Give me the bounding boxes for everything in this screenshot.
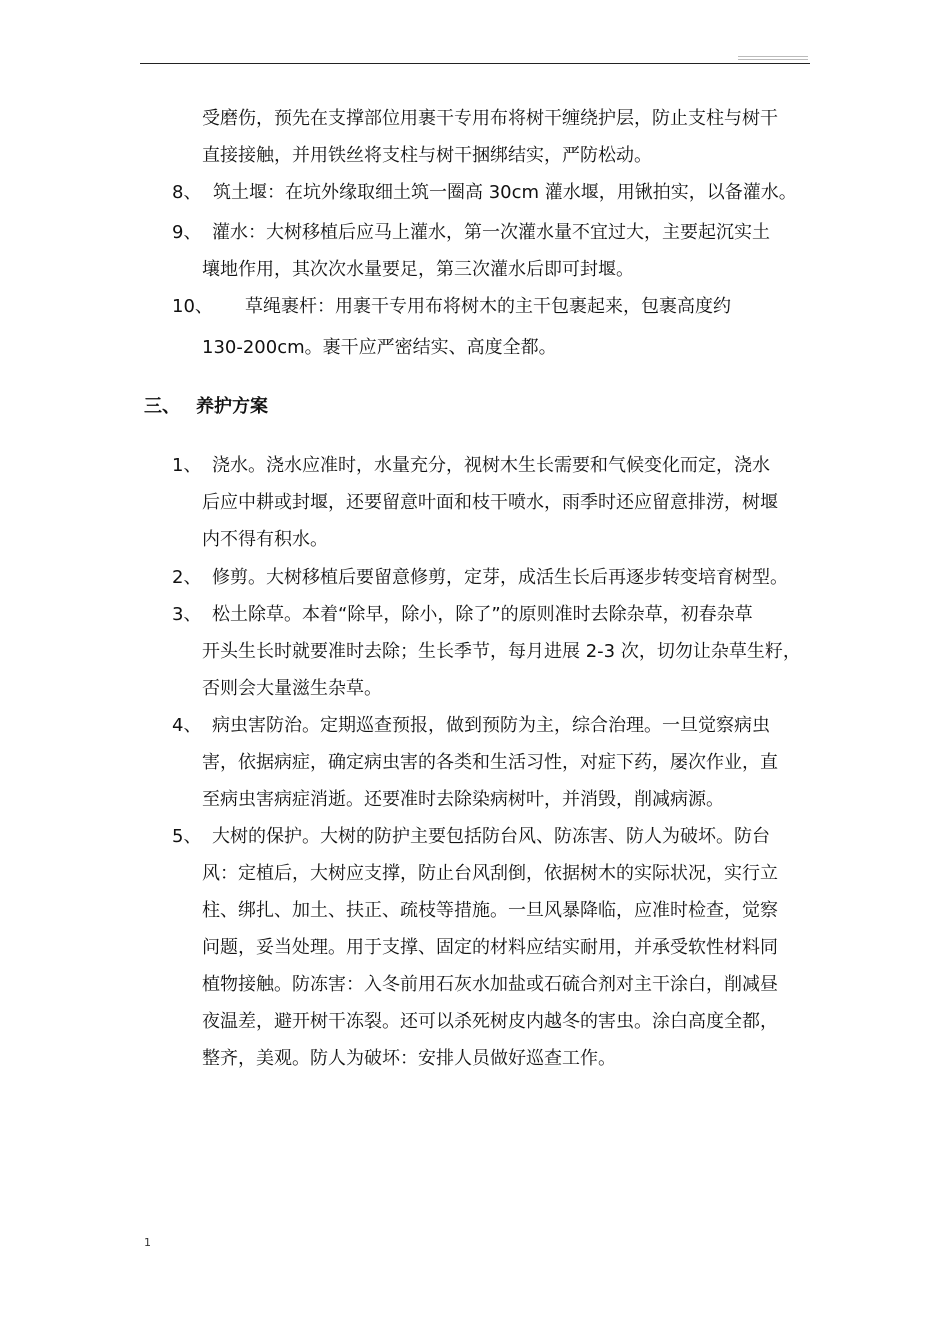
list-number: 3、 <box>172 604 202 625</box>
list-item-text: 植物接触。防冻害：入冬前用石灰水加盐或石硫合剂对主干涂白，削减昼 <box>202 974 778 995</box>
list-item-text: 130-200cm。裹干应严密结实、高度全都。 <box>202 337 557 358</box>
list-number: 2、 <box>172 567 202 588</box>
header-rule <box>140 63 810 64</box>
list-item-text: 后应中耕或封堰，还要留意叶面和枝干喷水，雨季时还应留意排涝，树堰 <box>202 492 778 513</box>
list-item-text: 壤地作用，其次次水量要足，第三次灌水后即可封堰。 <box>202 259 634 280</box>
list-item-text: 整齐，美观。防人为破坏：安排人员做好巡查工作。 <box>202 1048 616 1069</box>
list-item-text: 修剪。大树移植后要留意修剪，定芽，成活生长后再逐步转变培育树型。 <box>212 567 788 588</box>
list-item-text: 否则会大量滋生杂草。 <box>202 678 382 699</box>
list-item-text: 柱、绑扎、加土、扶正、疏枝等措施。一旦风暴降临，应准时检查，觉察 <box>202 900 778 921</box>
list-number: 10、 <box>172 296 213 317</box>
list-number: 5、 <box>172 826 202 847</box>
list-number: 8、 <box>172 182 202 203</box>
list-item-text: 内不得有积水。 <box>202 529 328 550</box>
list-item-text: 筑土堰：在坑外缘取细土筑一圈高 30cm 灌水堰，用锹拍实，以备灌水。 <box>213 182 797 203</box>
list-item-text: 浇水。浇水应准时，水量充分，视树木生长需要和气候变化而定，浇水 <box>212 455 770 476</box>
paragraph-line: 受磨伤，预先在支撑部位用裹干专用布将树干缠绕护层，防止支柱与树干 <box>202 108 778 129</box>
list-number: 1、 <box>172 455 202 476</box>
list-item-text: 风：定植后，大树应支撑，防止台风刮倒，依据树木的实际状况，实行立 <box>202 863 778 884</box>
list-number: 4、 <box>172 715 202 736</box>
list-item-text: 害，依据病症，确定病虫害的各类和生活习性，对症下药，屡次作业，直 <box>202 752 778 773</box>
list-item-text: 问题，妥当处理。用于支撑、固定的材料应结实耐用，并承受软性材料同 <box>202 937 778 958</box>
list-item-text: 灌水：大树移植后应马上灌水，第一次灌水量不宜过大，主要起沉实土 <box>212 222 770 243</box>
page-number: 1 <box>144 1236 151 1249</box>
paragraph-line: 直接接触，并用铁丝将支柱与树干捆绑结实，严防松动。 <box>202 145 652 166</box>
list-number: 9、 <box>172 222 202 243</box>
list-item-text: 大树的保护。大树的防护主要包括防台风、防冻害、防人为破坏。防台 <box>212 826 770 847</box>
list-item-text: 松土除草。本着“除早，除小，除了”的原则准时去除杂草，初春杂草 <box>212 604 753 625</box>
section-number: 三、 <box>144 396 180 417</box>
list-item-text: 开头生长时就要准时去除；生长季节，每月进展 2-3 次，切勿让杂草生籽， <box>202 641 801 662</box>
header-mark <box>738 59 808 60</box>
list-item-text: 至病虫害病症消逝。还要准时去除染病树叶，并消毁，削减病源。 <box>202 789 724 810</box>
list-item-text: 夜温差，避开树干冻裂。还可以杀死树皮内越冬的害虫。涂白高度全都， <box>202 1011 778 1032</box>
header-mark <box>738 56 808 57</box>
list-item-text: 病虫害防治。定期巡查预报，做到预防为主，综合治理。一旦觉察病虫 <box>212 715 770 736</box>
section-title: 养护方案 <box>196 396 268 417</box>
list-item-text: 草绳裹杆：用裹干专用布将树木的主干包裹起来，包裹高度约 <box>245 296 731 317</box>
